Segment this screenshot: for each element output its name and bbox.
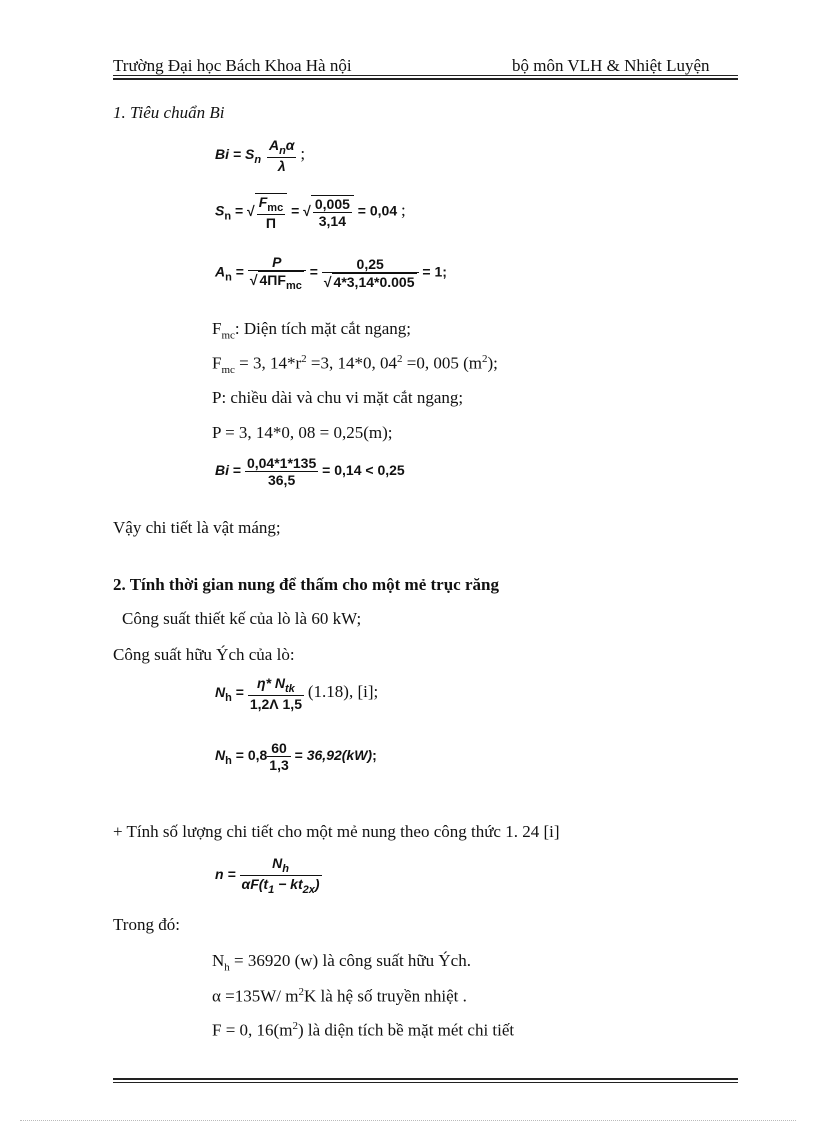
section-1-title: 1. Tiêu chuẩn Bi — [113, 103, 225, 122]
fmc-definition: $F_{mc}$: Diện tích mặt cắt ngang; — [212, 319, 412, 342]
useful-power: Công suất hữu Ých của lò: — [113, 645, 295, 664]
equation-nh-value: $N_h = 0,8$ $\frac{60}{1,3}$ = 36,92(kW); — [215, 740, 377, 773]
header-left: Trường Đại học Bách Khoa Hà nội — [113, 56, 352, 75]
header-rule — [113, 75, 738, 76]
p-definition: P: chiều dài và chu vi mặt cắt ngang; — [212, 388, 464, 407]
design-power: Công suất thiết kế của lò là 60 kW; — [122, 609, 362, 628]
footer-rule — [113, 1082, 738, 1083]
alpha-definition: α =135W/ $m^2K$ là hệ số truyền nhiệt . — [212, 986, 467, 1006]
f-definition: F = 0, $16(m^2)$ là diện tích bề mặt mét chi tiết — [212, 1020, 515, 1040]
page-edge — [20, 1120, 796, 1121]
equation-sn: $S_n$ = √ $\frac{F_{mc}}{\Pi}$ = √ $\frac{0,005}{3,14}$ = 0,04 ; — [215, 194, 406, 231]
equation-n: n = $\frac{N_h}{\alpha F(t_1 - kt_{2x})}$ — [215, 855, 320, 896]
equation-bi: $Bi = S_n$ $\frac{A_n\alpha}{\lambda}$ ; — [215, 137, 306, 174]
header-right: bộ môn VLH & Nhiệt Luyện — [512, 56, 710, 75]
count-formula-line: + Tính số lượng chi tiết cho một mẻ nung theo công thức 1. 24 [i] — [113, 822, 560, 841]
header-rule-thick — [113, 78, 738, 80]
nh-definition: $N_h = 36920$ (w) là công suất hữu Ých. — [212, 951, 471, 974]
where-label: Trong đó: — [113, 915, 180, 934]
conclusion: Vậy chi tiết là vật máng; — [113, 518, 281, 537]
footer-rule-thick — [113, 1078, 738, 1080]
fmc-calculation: $F_{mc} = 3$, $14*r^2 =3$, 14*0, $04^2 =0$, 005 $(m^2)$; — [212, 353, 498, 377]
equation-an: $A_n$ = $\frac{P}{√ 4\Pi F_{mc}}$ = $\frac{0,25}{√ 4*3,14*0.005}$ = 1; — [215, 254, 447, 292]
section-2-title: 2. Tính thời gian nung để thấm cho một mẻ trục răng — [113, 575, 499, 594]
equation-bi-result: Bi = $\frac{0,04*1*135}{36,5}$ = 0,14 < 0,25 — [215, 455, 405, 488]
equation-nh-formula: $N_h$ = $\frac{\eta* N_{tk}}{1,2\Lambda 1,5}$ (1.18), [i]; — [215, 675, 379, 712]
p-calculation: P = 3, 14*0, 08 = 0,25(m); — [212, 423, 393, 442]
